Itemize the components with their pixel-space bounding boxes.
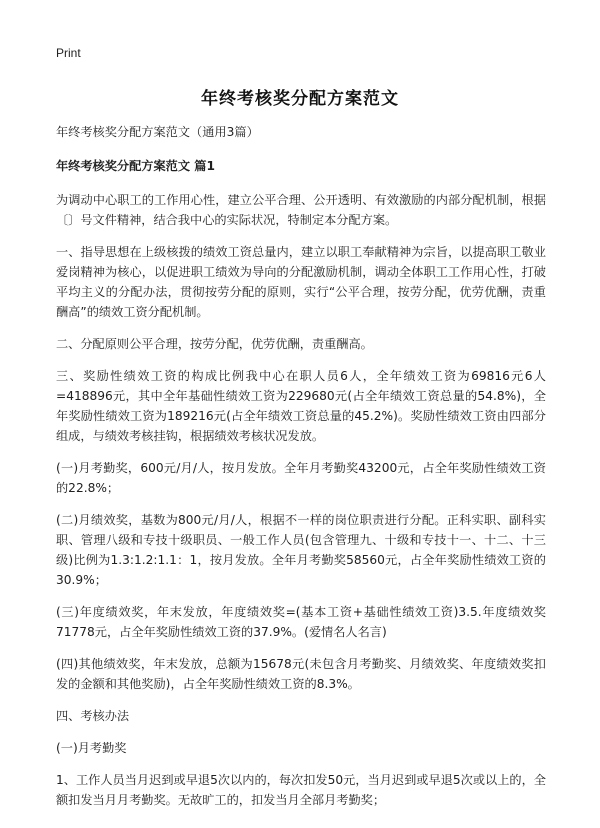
page-title: 年终考核奖分配方案范文 <box>201 89 399 109</box>
paragraph-guiding-principle: 一、指导思想在上级核拨的绩效工资总量内，建立以职工奉献精神为宗旨，以提高职工敬业爱岗精神为核心，以促进职工绩效为导向的分配激励机制，调动全体职工工作用心性，打破平均主义的分配办法，贯彻按劳分配的原则，实行“公平合理，按劳分配，优劳优酬，责重酬高”的绩效工资分配机制。 <box>56 245 546 319</box>
section-heading: 年终考核奖分配方案范文 篇1 <box>56 159 215 173</box>
paragraph-distribution-principle: 二、分配原则公平合理，按劳分配，优劳优酬，责重酬高。 <box>56 337 373 351</box>
document-body <box>56 122 546 822</box>
paragraph-monthly-attendance: (一)月考勤奖，600元/月/人，按月发放。全年月考勤奖43200元，占全年奖励性绩效工资的22.8%； <box>56 461 546 495</box>
document-subtitle: 年终考核奖分配方案范文（通用3篇） <box>56 125 259 139</box>
paragraph-assessment-heading: 四、考核办法 <box>56 709 130 723</box>
paragraph-monthly-performance: (二)月绩效奖，基数为800元/月/人，根据不一样的岗位职责进行分配。正科实职、副科实职、管理八级和专技十级职员、一般工作人员(包含管理九、十级和专技十一、十二、十三级)比例为1.3:1.2:1.1：1，按月发放。全年月考勤奖58560元，占全年奖励性绩效工资的30.9%； <box>56 513 546 587</box>
paragraph-attendance-rule-1: 1、工作人员当月迟到或早退5次以内的，每次扣发50元，当月迟到或早退5次或以上的，全额扣发当月月考勤奖。无故旷工的，扣发当月全部月考勤奖； <box>56 773 546 807</box>
paragraph-attendance-subheading: (一)月考勤奖 <box>56 741 127 755</box>
paragraph-annual-performance: (三)年度绩效奖，年末发放，年度绩效奖=(基本工资+基础性绩效工资)3.5.年度绩效奖71778元，占全年奖励性绩效工资的37.9%。(爱情名人名言) <box>56 605 546 639</box>
print-link[interactable]: Print <box>56 46 81 60</box>
paragraph-other-performance: (四)其他绩效奖，年末发放，总额为15678元(未包含月考勤奖、月绩效奖、年度绩效奖扣发的金额和其他奖励)，占全年奖励性绩效工资的8.3%。 <box>56 657 546 691</box>
paragraph-intro: 为调动中心职工的工作用心性，建立公平合理、公开透明、有效激励的内部分配机制，根据〔〕号文件精神，结合我中心的实际状况，特制定本分配方案。 <box>56 193 546 227</box>
paragraph-composition: 三、奖励性绩效工资的构成比例我中心在职人员6人，全年绩效工资为69816元6人=418896元，其中全年基础性绩效工资为229680元(占全年绩效工资总量的54.8%)，全年奖励性绩效工资为189216元(占全年绩效工资总量的45.2%)。奖励性绩效工资由四部分组成，与绩效考核挂钩，根据绩效考核状况发放。 <box>56 369 546 443</box>
